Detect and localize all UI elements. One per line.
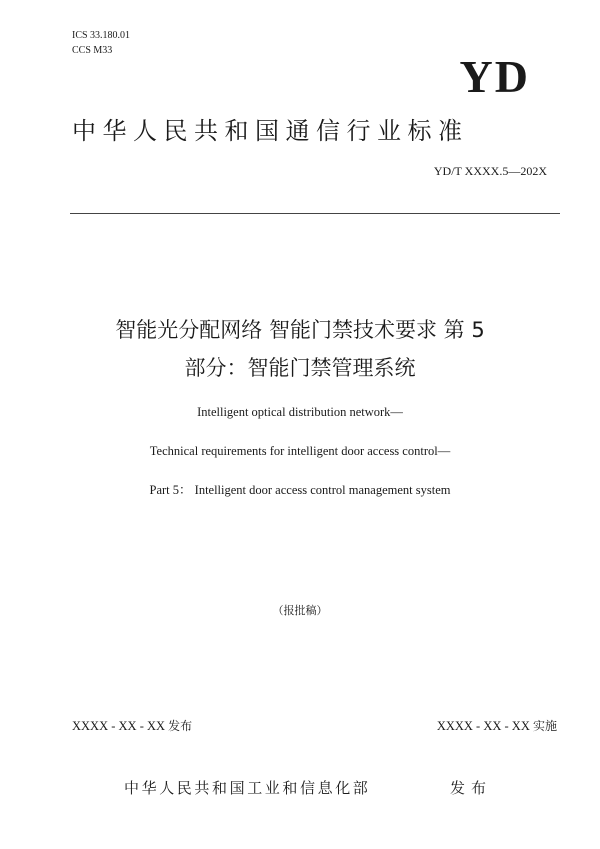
standard-number: YD/T XXXX.5—202X [433, 164, 547, 178]
document-title-cn-line1: 智能光分配网络 智能门禁技术要求 第 5 [115, 318, 485, 342]
release-date-label: 发布 [168, 719, 193, 733]
implementation-date-label: 实施 [532, 719, 557, 733]
publish-label: 发布 [450, 779, 493, 797]
ics-code: ICS 33.180.01 [72, 30, 131, 41]
ccs-code: CCS M33 [72, 45, 113, 56]
document-title-en-line3: Part 5： Intelligent door access control management system [149, 483, 451, 497]
implementation-date-value: XXXX - XX - XX [436, 719, 530, 733]
issuing-organization-title: 中华人民共和国通信行业标准 [72, 117, 469, 145]
yd-standard-logo: YD [459, 51, 530, 102]
release-date-value: XXXX - XX - XX [72, 719, 166, 733]
implementation-date [360, 718, 557, 734]
document-title-en-line1: Intelligent optical distribution network— [197, 405, 403, 419]
issuing-ministry: 中华人民共和国工业和信息化部 [124, 779, 371, 797]
document-title-en-line2: Technical requirements for intelligent door access control— [149, 444, 451, 458]
draft-status-label: （报批稿） [272, 604, 328, 617]
header-divider [70, 213, 560, 214]
document-title-cn-line2: 部分：智能门禁管理系统 [184, 356, 416, 380]
release-date [72, 718, 192, 734]
